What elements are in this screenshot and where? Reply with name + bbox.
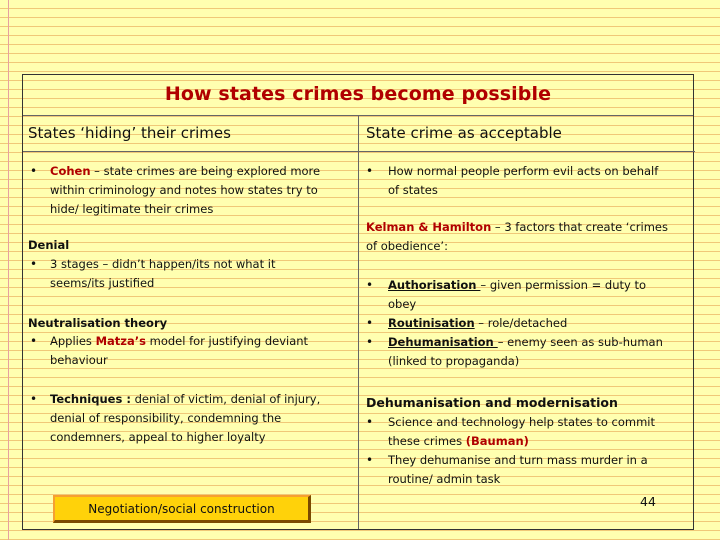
bullet-icon: • bbox=[366, 335, 374, 349]
authorisation-text-line2: obey bbox=[388, 297, 417, 311]
bullet-icon: • bbox=[366, 453, 374, 467]
page-number: 44 bbox=[640, 494, 656, 509]
normal-text: How normal people perform evil acts on behalf bbox=[388, 164, 659, 178]
dehumanise-text: They dehumanise and turn mass murder in a bbox=[388, 453, 648, 467]
neutral-text-b: model for justifying deviant bbox=[145, 334, 309, 348]
kelman-hamilton-name: Kelman & Hamilton bbox=[366, 220, 492, 234]
left-column-heading: States ‘hiding’ their crimes bbox=[28, 124, 231, 142]
bullet-icon: • bbox=[30, 257, 38, 271]
cohen-text-line3: hide/ legitimate their crimes bbox=[50, 202, 214, 216]
denial-heading: Denial bbox=[28, 238, 70, 252]
science-text-line2: these crimes bbox=[388, 434, 466, 448]
routinisation-bullet bbox=[388, 314, 693, 333]
cohen-text: – state crimes are being explored more bbox=[90, 164, 321, 178]
neutralisation-bullet bbox=[50, 332, 350, 370]
bullet-icon: • bbox=[30, 164, 38, 178]
routinisation-label: Routinisation bbox=[388, 316, 475, 330]
slide-title: How states crimes become possible bbox=[164, 83, 552, 105]
routinisation-text: – role/detached bbox=[474, 316, 568, 330]
techniques-text: denial of victim, denial of injury, bbox=[130, 392, 321, 406]
science-text: Science and technology help states to commit bbox=[388, 415, 655, 429]
neutralisation-heading: Neutralisation theory bbox=[28, 316, 168, 330]
techniques-bullet bbox=[50, 390, 355, 447]
dehumanisation-text: – enemy seen as sub-human bbox=[497, 335, 663, 349]
authorisation-text: – given permission = duty to bbox=[480, 278, 646, 292]
bullet-icon: • bbox=[30, 334, 38, 348]
dehumanise-text-line2: routine/ admin task bbox=[388, 472, 501, 486]
negotiation-social-construction-button[interactable]: Negotiation/social construction bbox=[53, 495, 311, 523]
matza-name: Matza’s bbox=[95, 334, 146, 348]
bauman-name: (Bauman) bbox=[465, 434, 529, 448]
normal-text-line2: of states bbox=[388, 183, 438, 197]
authorisation-label: Authorisation bbox=[388, 278, 481, 292]
kh-text-line2: of obedience’: bbox=[366, 239, 448, 253]
denial-bullet bbox=[50, 255, 350, 293]
techniques-text-line3: condemners, appeal to higher loyalty bbox=[50, 430, 266, 444]
left-heading-divider bbox=[23, 151, 359, 152]
bullet-icon: • bbox=[366, 415, 374, 429]
kelman-hamilton-text bbox=[366, 218, 691, 256]
bullet-icon: • bbox=[30, 392, 38, 406]
neutral-text: Applies bbox=[50, 334, 96, 348]
dehumanisation-bullet bbox=[388, 333, 693, 371]
science-bullet bbox=[388, 413, 693, 451]
denial-text-line2: seems/its justified bbox=[50, 276, 155, 290]
dehumanisation-text-line2: (linked to propaganda) bbox=[388, 354, 520, 368]
authorisation-bullet bbox=[388, 276, 693, 314]
slide-content-box bbox=[22, 74, 694, 530]
bullet-icon: • bbox=[366, 164, 374, 178]
cohen-name: Cohen bbox=[50, 164, 91, 178]
right-column-heading: State crime as acceptable bbox=[366, 124, 562, 142]
kh-text: – 3 factors that create ‘crimes bbox=[491, 220, 668, 234]
title-row bbox=[23, 75, 693, 116]
cohen-text-line2: within criminology and notes how states try to bbox=[50, 183, 318, 197]
bullet-icon: • bbox=[366, 278, 374, 292]
dehumanisation-label: Dehumanisation bbox=[388, 335, 498, 349]
left-column bbox=[23, 116, 359, 529]
cohen-bullet bbox=[50, 162, 355, 219]
dehumanise-murder-bullet bbox=[388, 451, 693, 489]
normal-people-bullet bbox=[388, 162, 693, 200]
bullet-icon: • bbox=[366, 316, 374, 330]
techniques-label: Techniques : bbox=[50, 392, 131, 406]
dehumanisation-modernisation-heading: Dehumanisation and modernisation bbox=[366, 395, 618, 410]
neutral-text-line2: behaviour bbox=[50, 353, 108, 367]
right-heading-divider bbox=[359, 151, 695, 152]
denial-text: 3 stages – didn’t happen/its not what it bbox=[50, 257, 276, 271]
techniques-text-line2: denial of responsibility, condemning the bbox=[50, 411, 282, 425]
